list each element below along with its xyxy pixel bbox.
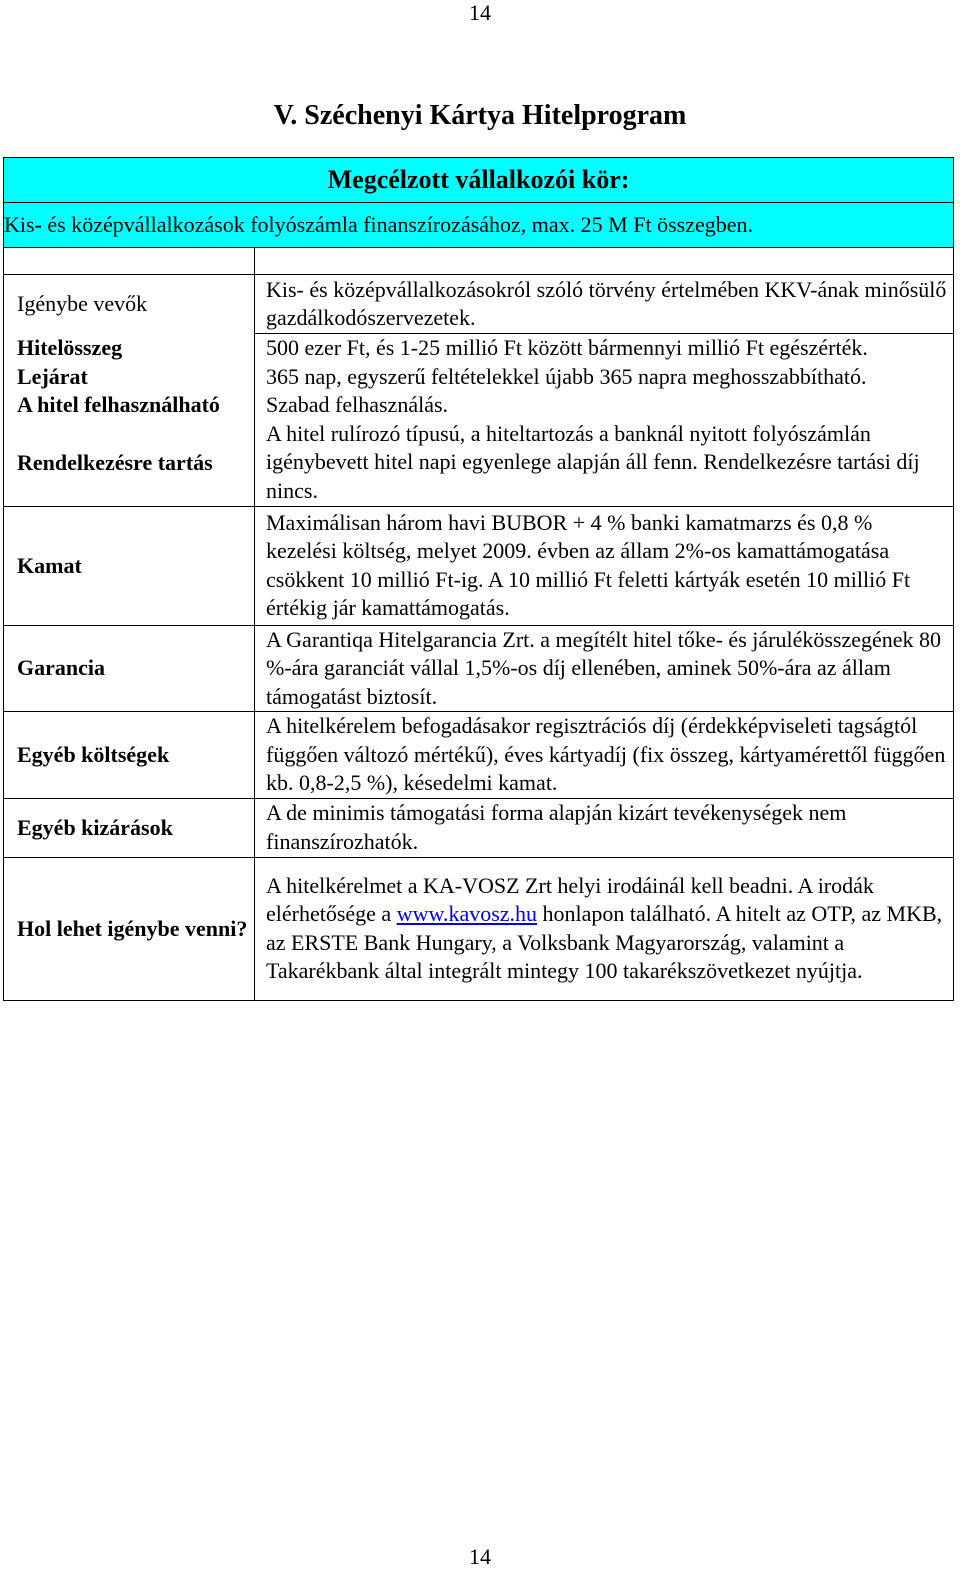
table-row (4, 857, 954, 1000)
row-label: Hitelösszeg (4, 334, 255, 363)
row-label: Kamat (4, 506, 255, 625)
row-label: Rendelkezésre tartás (4, 420, 255, 507)
row-label: Igénybe vevők (4, 275, 255, 334)
banner-heading: Megcélzott vállalkozói kör: (4, 158, 954, 203)
banner-description: Kis- és középvállalkozások folyószámla finanszírozásához, max. 25 M Ft összegben. (4, 203, 954, 248)
row-label: Hol lehet igénybe venni? (4, 857, 255, 1000)
table-row (4, 420, 954, 507)
table-row (4, 391, 954, 420)
row-label: Lejárat (4, 363, 255, 392)
row-value-text: A hitelkérelmet a KA-VOSZ Zrt helyi irodáinál kell beadni. A irodák elérhetősége a (266, 872, 874, 926)
table-row (4, 275, 954, 334)
table-row (4, 798, 954, 857)
row-value (255, 857, 954, 1000)
empty-cell (4, 248, 255, 275)
table-row (4, 712, 954, 799)
table-row (4, 363, 954, 392)
row-label: Garancia (4, 625, 255, 712)
table-row (4, 625, 954, 712)
empty-cell (255, 248, 954, 275)
row-label: A hitel felhasználható (4, 391, 255, 420)
page-number-bottom: 14 (469, 1544, 491, 1569)
program-table (3, 157, 954, 1001)
row-value: Kis- és középvállalkozásokról szóló törvény értelmében KKV-ának minősülő gazdálkodószervezetek. (255, 275, 954, 334)
row-label: Egyéb kizárások (4, 798, 255, 857)
row-value: Maximálisan három havi BUBOR + 4 % banki kamatmarzs és 0,8 % kezelési költség, melyet 2009. évben az állam 2%-os kamattámogatása csökkent 10 millió Ft-ig. A 10 millió Ft feletti kártyák esetén 10 millió Ft értékig jár kamattámogatás. (255, 506, 954, 625)
row-value: A hitelkérelem befogadásakor regisztrációs díj (érdekképviseleti tagságtól függően változó mértékű), éves kártyadíj (fix összeg, kártyamérettől függően kb. 0,8-2,5 %), késedelmi kamat. (255, 712, 954, 799)
table-row (4, 506, 954, 625)
page-number-top: 14 (469, 0, 491, 25)
row-value: A de minimis támogatási forma alapján kizárt tevékenységek nem finanszírozhatók. (255, 798, 954, 857)
page-title: V. Széchenyi Kártya Hitelprogram (273, 100, 687, 131)
row-label: Egyéb költségek (4, 712, 255, 799)
table-row (4, 334, 954, 363)
row-value-text: honlapon található. A hitelt az OTP, az MKB, az ERSTE Bank Hungary, a Volksbank Magyarország, valamint a Takarékbank által integrált mintegy 100 takarékszövetkezet nyújtja. (266, 901, 943, 983)
row-value: Szabad felhasználás. (255, 391, 954, 420)
row-value: A hitel rulírozó típusú, a hiteltartozás a banknál nyitott folyószámlán igénybevett hitel napi egyenlege alapján áll fenn. Rendelkezésre tartási díj nincs. (255, 420, 954, 507)
row-value: 365 nap, egyszerű feltételekkel újabb 365 napra meghosszabbítható. (255, 363, 954, 392)
kavosz-link[interactable]: www.kavosz.hu (396, 901, 538, 926)
table-row (4, 248, 954, 275)
row-value: 500 ezer Ft, és 1-25 millió Ft között bármennyi millió Ft egészérték. (255, 334, 954, 363)
row-value: A Garantiqa Hitelgarancia Zrt. a megítélt hitel tőke- és járulékösszegének 80 %-ára garanciát vállal 1,5%-os díj ellenében, aminek 50%-ára az állam támogatást biztosít. (255, 625, 954, 712)
